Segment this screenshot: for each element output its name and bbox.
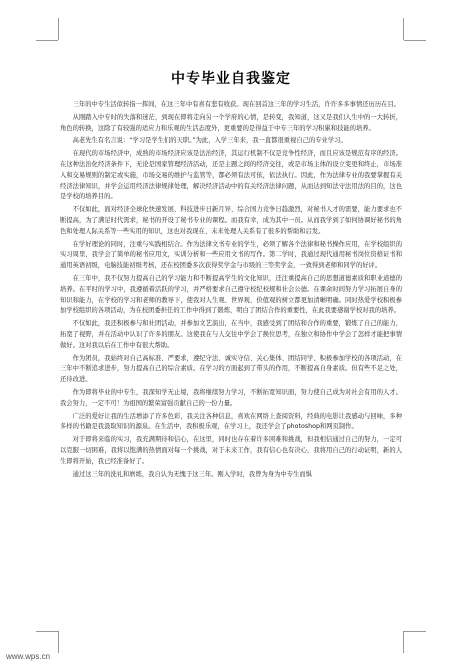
paragraph-6: 在学好理论的同时，注重与实践相结合。作为法律文书专业的学生，必须了解各个法律和秘书操作应用，在学校组织的实习周里，我学会了简单的秘书应用文，实训分析和一些应用文书的写作。第二学时，我通过现代通用秘书岗位资格证书和通用英语初级，电脑技能初级考核，还在校团委多次获得奖学金与市级的三等奖学金，一致得到老师和同学的好评。 bbox=[60, 240, 402, 270]
crop-mark-top-right-h bbox=[404, 40, 426, 41]
crop-mark-bottom-right-h bbox=[404, 631, 426, 632]
paragraph-2: 从刚踏入中专时的失落和迷茫，到现在即将走向另一个学府的心情，是转变，我知道，这又是我们人生中的一大转折，角色的转换，这除了有较强的适应力和乐观的生活态度外，更重要的是得益于中专三年的学习积累和技能的培养。 bbox=[60, 113, 402, 132]
crop-mark-bottom-right-v bbox=[403, 631, 404, 653]
paragraph-1: 三年的中专生活似转指一挥间，在这三年中有喜有悲有收获。现在回首这三年的学习生活，许许多多事情还历历在目。 bbox=[72, 101, 401, 108]
crop-mark-bottom-left-h bbox=[36, 631, 58, 632]
paragraph-4: 在现代的市场经济中，成熟的市场经济应该是法治经济，其运行机制不仅是竞争性经济，而且应该是规范有序的经济。在这种法治化经济条件下，无论是国家管理经济活动，还是主题之间的经济交往，或是市场主体的设立变更和终止，市场准入和交易规则的制定或实施，市场交易的维护与监管等，都必须有法可依，依法执行。因此，作为法律专业的我要掌握有关经济法律知识，并学会运用经济法律规律处理，解决经济活动中的有关经济法律问题，从而达到知法守法用法的目的，这也是学校的培养目的。 bbox=[60, 150, 402, 201]
crop-mark-top-left-h bbox=[36, 40, 58, 41]
crop-mark-bottom-left-v bbox=[58, 631, 59, 653]
footer-watermark: www.wps.cn bbox=[6, 652, 51, 661]
crop-mark-top-left-v bbox=[58, 18, 59, 40]
document-body bbox=[60, 100, 402, 482]
paragraph-8: 不仅如此，我还积极参与和社团活动，并参加文艺演出，在当中，我感受到了团结和合作的重要，锻炼了自己的能力，拓宽了视野，并在活动中认识了许多的朋友。这使我在与人交往中学会了换位思考，在独立和协作中学会了怎样才能把事情做好。这对我以后在工作中有很大帮助。 bbox=[60, 320, 402, 349]
paragraph-5: 不仅如此，面对经济全球化快速发展、科技进步日新月异、综合国力竞争日趋激烈，对秘书人才的需要，能力要求也不断提高，为了满足时代需求，秘书的开设了秘书专业的课程。而我有幸，成为其中一员。从而我学到了如何协调好秘书的角色和处理人际关系等一些实用的知识，这也对我现在、未来处理人关系有了很多的帮助和启发。 bbox=[60, 206, 402, 235]
paragraph-7: 在三年中，我不仅努力提高自己的学习能力和不断提高学生的文化知识，还注重提高自己的思想道德素质和职业道德的培养。在平时的学习中，我遵循着活跃的学习，并严格要求自己遵守校纪校规和社会公德。在课余时间努力学习拓展自身的知识和能力，在学校的学习和老师的教导下，使我对人生观、世界观、价值观的树立都更加清晰明确。同时热爱学校积极参加学校组织的各项活动，为在校团委担任的工作中得到了锻炼，明白了团结合作的重要性，在此我要感谢学校对我的培养。 bbox=[60, 274, 402, 315]
paragraph-13: 通过这三年的洗礼和磨练，我自认为无愧于这三年。刚入学时，我曾为身为中专生而惧 bbox=[72, 470, 312, 478]
paragraph-3: 高老先生有名言说：“学习是学生们的天职。”为此，入学三年来，我一直都很重视自己的专业学习。 bbox=[72, 137, 347, 145]
paragraph-9: 作为团员，我始终对自己高标准、严要求，遵纪守法、诚实守信、关心集体、团结同学、积极参加学校的各项活动，在三年中不断追求进步，努力提高自己的综合素质。在学习的方面起到了带头的作用，不断提高自身素质。但有些不足之处，还待改进。 bbox=[60, 354, 402, 384]
document-title: 中专毕业自我鉴定 bbox=[171, 71, 291, 87]
paragraph-10: 作为即将毕业的中专生，我深知学无止境，我将继续努力学习，不断拓宽知识面，努力使自己成为对社会有用的人才。我会努力，一定不可！为祖国的繁荣富强贡献自己的一份力量。 bbox=[60, 388, 402, 407]
paragraph-12: 对于即将来临的实习，我充满期待和信心，在这里，同时也存在着许多困难和挑战，但我相信通过自己的努力，一定可以克服一切困难，我将以饱满的热情面对每一个挑战，对于未来工作，我有信心也有决心，我将用自己的行动证明，新的人生即将开始，我已经准备好了。 bbox=[60, 436, 402, 465]
paragraph-11: 广泛的爱好让我的生活增添了许多色彩，我关注各种信息，喜欢在网络上查阅资料，经典的电影让我感动与回味，多种多样的书籍是我汲取知识的源泉。在生活中，我积极乐观，在学习上，我还学会了photoshop和网页制作。 bbox=[60, 412, 402, 431]
crop-mark-top-right-v bbox=[403, 18, 404, 40]
